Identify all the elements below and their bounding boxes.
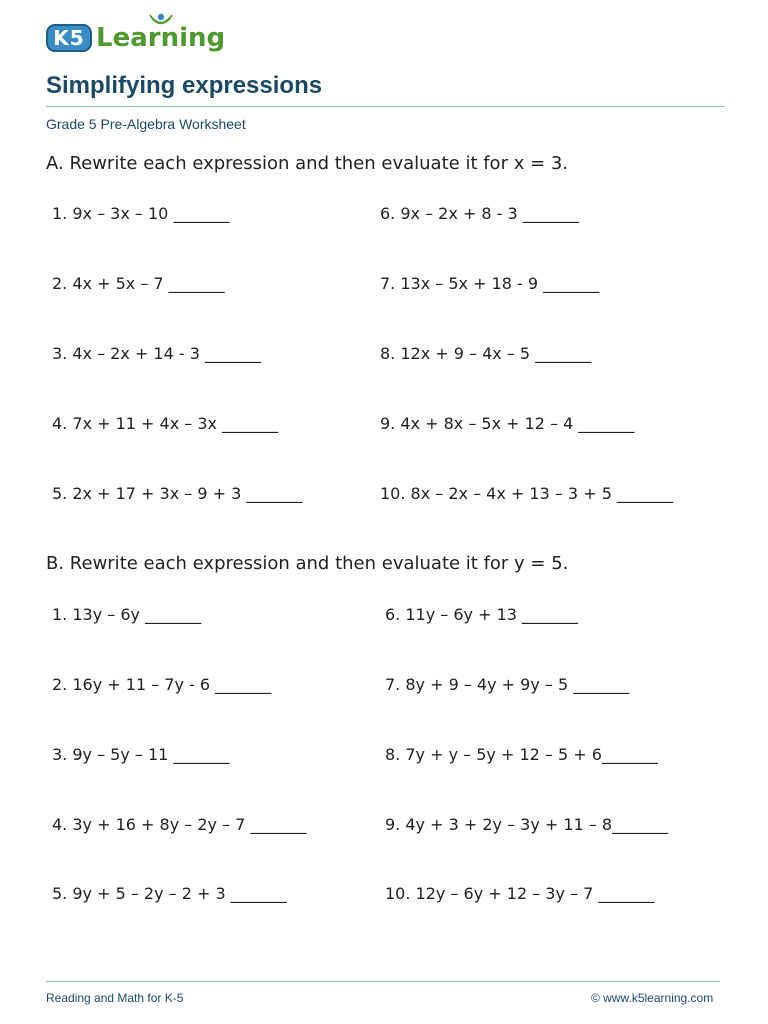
section-b-problem-8: 8. 7y + y – 5y + 12 – 5 + 6_______ — [385, 745, 658, 764]
section-b-problem-3: 3. 9y – 5y – 11 _______ — [52, 745, 230, 764]
section-a-heading: A. Rewrite each expression and then evaluate it for x = 3. — [46, 153, 569, 174]
footer-copyright: © www.k5learning.com — [591, 991, 714, 1005]
section-a-problem-1: 1. 9x – 3x – 10 _______ — [52, 204, 230, 223]
section-b-problem-5: 5. 9y + 5 – 2y – 2 + 3 _______ — [52, 884, 287, 903]
section-b-problem-1: 1. 13y – 6y _______ — [52, 605, 202, 624]
section-b-heading: B. Rewrite each expression and then evaluate it for y = 5. — [46, 553, 569, 574]
section-a-problem-10: 10. 8x – 2x – 4x + 13 – 3 + 5 _______ — [380, 484, 673, 503]
section-a-problem-5: 5. 2x + 17 + 3x – 9 + 3 _______ — [52, 484, 303, 503]
header-divider — [46, 106, 724, 107]
page-title: Simplifying expressions — [46, 72, 323, 99]
section-a-problem-3: 3. 4x – 2x + 14 - 3 _______ — [52, 344, 261, 363]
section-a-problem-8: 8. 12x + 9 – 4x – 5 _______ — [380, 344, 592, 363]
section-b-problem-6: 6. 11y – 6y + 13 _______ — [385, 605, 579, 624]
k5-logo-badge: K5 — [46, 24, 92, 52]
section-b-problem-4: 4. 3y + 16 + 8y – 2y – 7 _______ — [52, 815, 307, 834]
footer-divider — [46, 981, 720, 982]
section-a-problem-4: 4. 7x + 11 + 4x – 3x _______ — [52, 414, 279, 433]
section-a-problem-2: 2. 4x + 5x – 7 _______ — [52, 274, 225, 293]
section-a-problem-7: 7. 13x – 5x + 18 - 9 _______ — [380, 274, 600, 293]
section-b-problem-9: 9. 4y + 3 + 2y – 3y + 11 – 8_______ — [385, 815, 669, 834]
logo-wordmark: Learning — [96, 23, 226, 53]
section-a-problem-6: 6. 9x – 2x + 8 - 3 _______ — [380, 204, 579, 223]
section-b-problem-10: 10. 12y – 6y + 12 – 3y – 7 _______ — [385, 884, 655, 903]
logo-figure-icon — [146, 12, 176, 32]
footer-tagline: Reading and Math for K-5 — [46, 991, 184, 1005]
section-a-problem-9: 9. 4x + 8x – 5x + 12 – 4 _______ — [380, 414, 635, 433]
section-b-problem-2: 2. 16y + 11 – 7y - 6 _______ — [52, 675, 272, 694]
section-b-problem-7: 7. 8y + 9 – 4y + 9y – 5 _______ — [385, 675, 630, 694]
worksheet-subtitle: Grade 5 Pre-Algebra Worksheet — [46, 116, 246, 132]
